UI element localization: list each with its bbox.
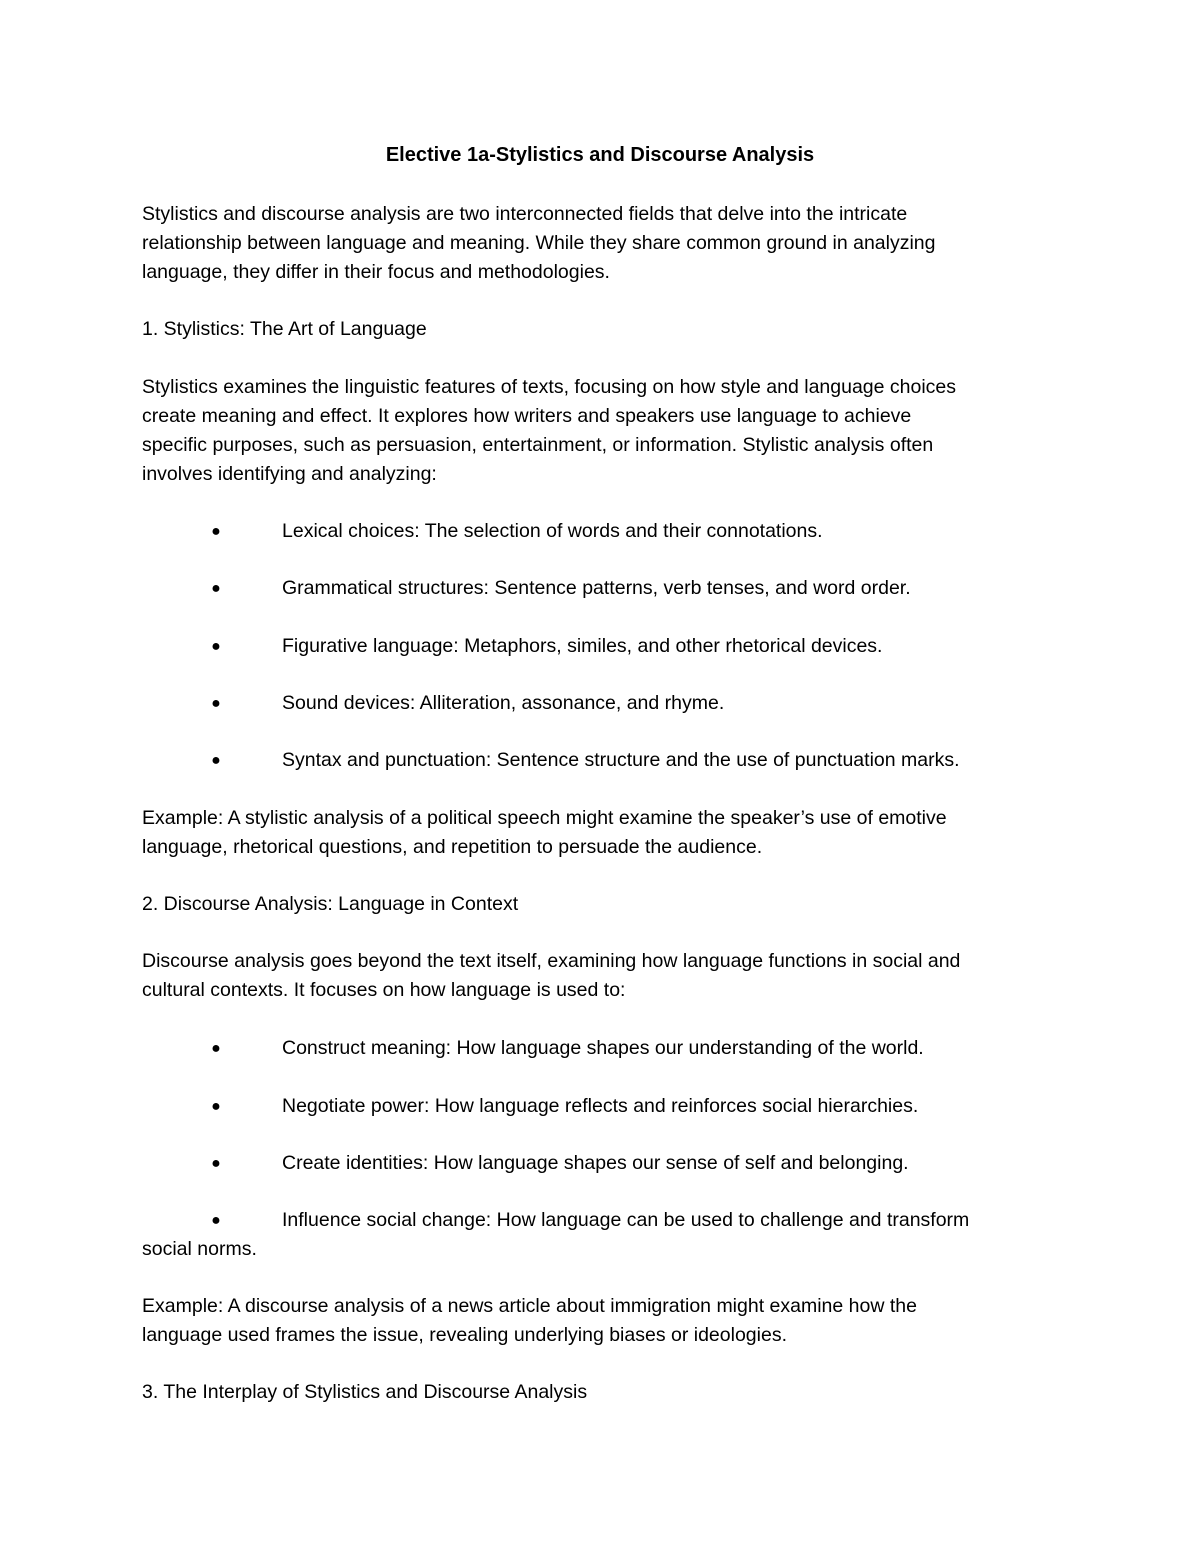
section-1-example-line-1: Example: A stylistic analysis of a political speech might examine the speaker’s use of emotive	[142, 807, 947, 829]
section-1-body-line-3: specific purposes, such as persuasion, entertainment, or information. Stylistic analysis often	[142, 434, 934, 456]
section-2-bullet-2: Negotiate power: How language reflects and reinforces social hierarchies.	[282, 1095, 919, 1117]
section-1-bullet-4: Sound devices: Alliteration, assonance, and rhyme.	[282, 692, 725, 714]
section-1-heading: 1. Stylistics: The Art of Language	[142, 318, 427, 340]
section-2-bullet-1: Construct meaning: How language shapes our understanding of the world.	[282, 1037, 924, 1059]
bullet-icon: ●	[211, 695, 221, 712]
intro-line-3: language, they differ in their focus and methodologies.	[142, 261, 610, 283]
section-2-example-line-2: language used frames the issue, revealing underlying biases or ideologies.	[142, 1324, 787, 1346]
section-1-body-line-2: create meaning and effect. It explores how writers and speakers use language to achieve	[142, 405, 912, 427]
section-1-bullet-5: Syntax and punctuation: Sentence structure and the use of punctuation marks.	[282, 749, 960, 771]
section-1-bullet-2: Grammatical structures: Sentence patterns, verb tenses, and word order.	[282, 577, 911, 599]
section-1-example-line-2: language, rhetorical questions, and repetition to persuade the audience.	[142, 836, 763, 858]
section-3-heading: 3. The Interplay of Stylistics and Discourse Analysis	[142, 1381, 588, 1403]
section-2-body-line-1: Discourse analysis goes beyond the text itself, examining how language functions in social and	[142, 950, 961, 972]
bullet-icon: ●	[211, 1040, 221, 1057]
section-2-heading: 2. Discourse Analysis: Language in Context	[142, 893, 519, 915]
section-1-body-line-4: involves identifying and analyzing:	[142, 463, 437, 485]
section-2-example-line-1: Example: A discourse analysis of a news article about immigration might examine how the	[142, 1295, 917, 1317]
section-2-bullet-3: Create identities: How language shapes our sense of self and belonging.	[282, 1152, 909, 1174]
bullet-icon: ●	[211, 523, 221, 540]
section-1-bullet-1: Lexical choices: The selection of words and their connotations.	[282, 520, 823, 542]
bullet-icon: ●	[211, 1098, 221, 1115]
section-2-bullet-4: Influence social change: How language can be used to challenge and transform	[282, 1209, 970, 1231]
bullet-icon: ●	[211, 752, 221, 769]
intro-line-2: relationship between language and meaning. While they share common ground in analyzing	[142, 232, 936, 254]
bullet-icon: ●	[211, 580, 221, 597]
bullet-icon: ●	[211, 1212, 221, 1229]
section-2-bullet-4-wrap: social norms.	[142, 1238, 257, 1260]
section-2-body-line-2: cultural contexts. It focuses on how language is used to:	[142, 979, 626, 1001]
intro-line-1: Stylistics and discourse analysis are two interconnected fields that delve into the intricate	[142, 203, 908, 225]
section-1-body-line-1: Stylistics examines the linguistic features of texts, focusing on how style and language choices	[142, 376, 957, 398]
bullet-icon: ●	[211, 638, 221, 655]
document-title: Elective 1a-Stylistics and Discourse Analysis	[385, 144, 815, 166]
bullet-icon: ●	[211, 1155, 221, 1172]
section-1-bullet-3: Figurative language: Metaphors, similes, and other rhetorical devices.	[282, 635, 883, 657]
